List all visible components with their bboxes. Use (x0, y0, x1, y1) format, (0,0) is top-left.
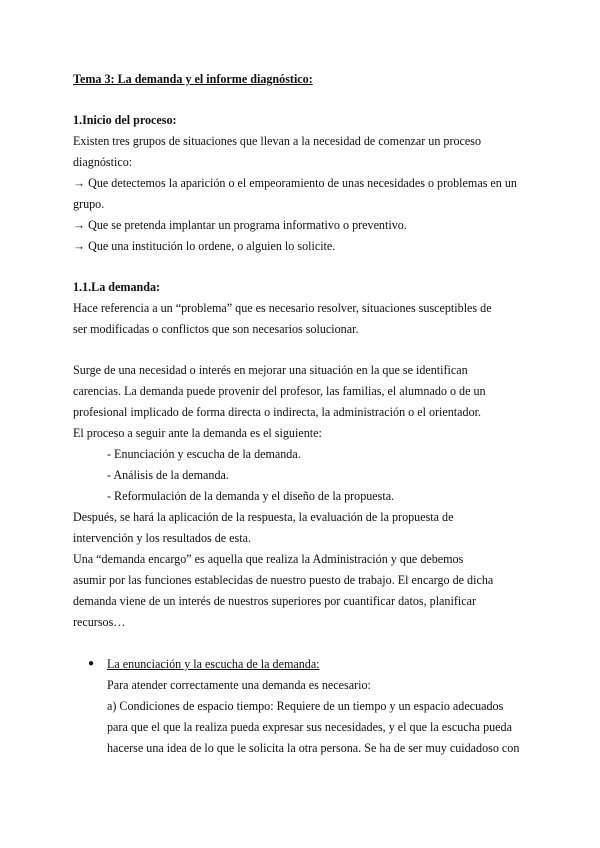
paragraph-line: Una “demanda encargo” es aquella que realiza la Administración y que debemos (73, 552, 464, 566)
paragraph-line: El proceso a seguir ante la demanda es el siguiente: (73, 426, 322, 440)
bullet-paragraph-line: a) Condiciones de espacio tiempo: Requiere de un tiempo y un espacio adecuados (107, 699, 504, 713)
section-1-intro-line: Existen tres grupos de situaciones que llevan a la necesidad de comenzar un proceso (73, 134, 482, 148)
bullet-icon: ● (88, 658, 95, 669)
paragraph-line: asumir por las funciones establecidas de nuestro puesto de trabajo. El encargo de dicha (73, 573, 494, 587)
paragraph-line: recursos… (73, 615, 126, 629)
paragraph-line: Surge de una necesidad o interés en mejorar una situación en la que se identifican (73, 363, 468, 377)
paragraph-line: Después, se hará la aplicación de la respuesta, la evaluación de la propuesta de (73, 510, 454, 524)
section-1-1-heading: 1.1.La demanda: (73, 280, 161, 294)
bullet-paragraph-line: Para atender correctamente una demanda es necesario: (107, 678, 371, 692)
bullet-paragraph-line: hacerse una idea de lo que le solicita la otra persona. Se ha de ser muy cuidadoso con (107, 741, 520, 755)
section-1-item: → Que detectemos la aparición o el empeoramiento de unas necesidades o problemas en un (73, 176, 517, 190)
bullet-paragraph-line: para que el que la realiza pueda expresar sus necesidades, y el que la escucha pueda (107, 720, 512, 734)
bullet-heading: La enunciación y la escucha de la demanda: (107, 657, 320, 671)
section-1-intro-line: diagnóstico: (73, 155, 133, 169)
section-1-heading: 1.Inicio del proceso: (73, 113, 177, 127)
process-step: - Reformulación de la demanda y el diseño de la propuesta. (107, 489, 395, 503)
paragraph-line: Hace referencia a un “problema” que es necesario resolver, situaciones susceptibles de (73, 301, 492, 315)
paragraph-line: carencias. La demanda puede provenir del profesor, las familias, el alumnado o de un (73, 384, 486, 398)
paragraph-line: profesional implicado de forma directa o indirecta, la administración o el orientador. (73, 405, 482, 419)
section-1-item: → Que una institución lo ordene, o alguien lo solicite. (73, 239, 336, 253)
section-1-item: → Que se pretenda implantar un programa informativo o preventivo. (73, 218, 407, 232)
document-title: Tema 3: La demanda y el informe diagnóstico: (73, 72, 313, 86)
section-1-item: grupo. (73, 197, 105, 211)
paragraph-line: demanda viene de un interés de nuestros superiores por cuantificar datos, planificar (73, 594, 476, 608)
process-step: - Enunciación y escucha de la demanda. (107, 447, 301, 461)
paragraph-line: ser modificadas o conflictos que son necesarios solucionar. (73, 322, 359, 336)
paragraph-line: intervención y los resultados de esta. (73, 531, 251, 545)
process-step: - Análisis de la demanda. (107, 468, 229, 482)
